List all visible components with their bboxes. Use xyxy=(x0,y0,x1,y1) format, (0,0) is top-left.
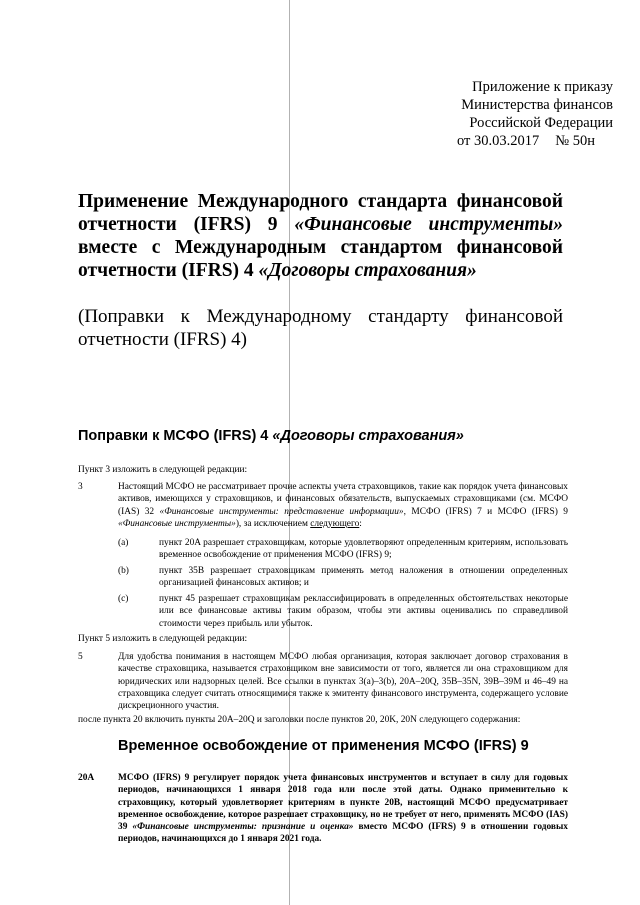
header-line-1: Приложение к приказу xyxy=(472,79,613,95)
appendix-header xyxy=(398,78,613,150)
instruction-para-5: Пункт 5 изложить в следующей редакции: xyxy=(78,634,248,644)
paragraph-3-number: 3 xyxy=(78,482,83,492)
paragraph-3-text-d: : xyxy=(359,518,362,529)
header-line-2: Министерства финансов xyxy=(461,97,613,113)
header-date: от 30.03.2017 xyxy=(456,133,540,149)
header-date-line xyxy=(398,132,595,150)
paragraph-3-underline: следующего xyxy=(310,518,360,529)
paragraph-20a-text xyxy=(118,772,568,846)
paragraph-3-text xyxy=(118,481,568,530)
title-part-1: Применение Международного стандарта финансовой отчетности (IFRS) 9 xyxy=(78,191,563,235)
subitem-c-text: пункт 45 разрешает страховщикам реклассифицировать в определенных обстоятельствах некоторые или все финансовые активы таким образом, чтобы эти активы оценивались по справедливой стоимости через прибыль или убыток. xyxy=(159,594,568,629)
title-part-2: вместе с Международным стандартом финансовой отчетности (IFRS) 4 xyxy=(78,237,563,281)
paragraph-20a-italic: «Финансовые инструменты: признание и оценка» xyxy=(132,822,354,833)
subitem-c xyxy=(118,593,568,630)
paragraph-5-number: 5 xyxy=(78,652,83,662)
document-title xyxy=(78,190,563,282)
paragraph-5 xyxy=(78,651,568,712)
paragraph-3-text-a: Настоящий МСФО не рассматривает прочие аспекты учета страховщиков, такие как порядок учета финансовых активов, имеющихся у страховщиков, и финансовых обязательств, выпускаемых страховщиками (см. МСФО (IAS) 32 xyxy=(118,482,568,517)
paragraph-20a xyxy=(78,772,568,846)
title-italic-2: «Договоры страхования» xyxy=(258,260,477,281)
document-subtitle: (Поправки к Международному стандарту финансовой отчетности (IFRS) 4) xyxy=(78,306,563,350)
section-heading-italic: «Договоры страхования» xyxy=(272,428,464,444)
paragraph-3-text-c: ), за исключением xyxy=(235,518,311,529)
paragraph-3-italic-b: «Финансовые инструменты» xyxy=(118,518,236,529)
instruction-para-3: Пункт 3 изложить в следующей редакции: xyxy=(78,465,248,475)
subitem-b-text: пункт 35B разрешает страховщикам применять метод наложения в отношении определенных организацией финансовых активов; и xyxy=(159,566,568,589)
title-italic-1: «Финансовые инструменты» xyxy=(294,214,564,235)
paragraph-20a-number: 20A xyxy=(78,773,95,783)
instruction-para-20: после пункта 20 включить пункты 20A–20Q и заголовки после пунктов 20, 20K, 20N следующего содержания: xyxy=(78,715,521,725)
paragraph-5-text: Для удобства понимания в настоящем МСФО любая организация, которая заключает договор страхования в качестве страховщика, называется страховщиком вне зависимости от того, является ли она страховщиком для юридических или надзорных целей. Все ссылки в пунктах 3(a)–3(b), 20A–20Q, 35B–35N, 39B–39M и 46–49 на страховщика следует считать относящимися также к эмитенту финансового инструмента, содержащего условие дискреционного участия. xyxy=(118,652,568,712)
header-number: № 50н xyxy=(555,133,595,149)
subitem-a-text: пункт 20A разрешает страховщикам, которые удовлетворяют определенным критериям, использовать временное освобождение от применения МСФО (IFRS) 9; xyxy=(159,538,568,561)
subheading-temporary-exemption: Временное освобождение от применения МСФО (IFRS) 9 xyxy=(118,738,529,754)
paragraph-3-italic-a: «Финансовые инструменты: представление информации» xyxy=(159,506,404,517)
paragraph-20a-text-b: вместо МСФО (IFRS) 9 в отношении годовых периодов, начинающихся до 1 января 2021 года. xyxy=(118,822,568,845)
scan-fold-line xyxy=(289,0,290,905)
section-heading-prefix: Поправки к МСФО (IFRS) 4 xyxy=(78,428,273,444)
subitem-b-label: (b) xyxy=(118,566,129,576)
header-line-3: Российской Федерации xyxy=(469,115,613,131)
subitem-c-label: (c) xyxy=(118,594,129,604)
paragraph-3-text-b: , МСФО (IFRS) 7 и МСФО (IFRS) 9 xyxy=(403,506,568,517)
section-heading xyxy=(78,428,464,444)
paragraph-20a-text-a: МСФО (IFRS) 9 регулирует порядок учета финансовых инструментов и вступает в силу для годовых периодов, начинающихся 1 января 2018 года или после этой даты. Однако применительно к страховщику, который удовлетворяет критериям в пункте 20B, настоящий МСФО предусматривает временное освобождение, которое разрешает страховщику, но не требует от него, применять МСФО (IAS) 39 xyxy=(118,773,568,833)
subitem-b xyxy=(118,565,568,590)
subitem-a xyxy=(118,537,568,562)
subitem-a-label: (a) xyxy=(118,538,129,548)
paragraph-3 xyxy=(78,481,568,530)
